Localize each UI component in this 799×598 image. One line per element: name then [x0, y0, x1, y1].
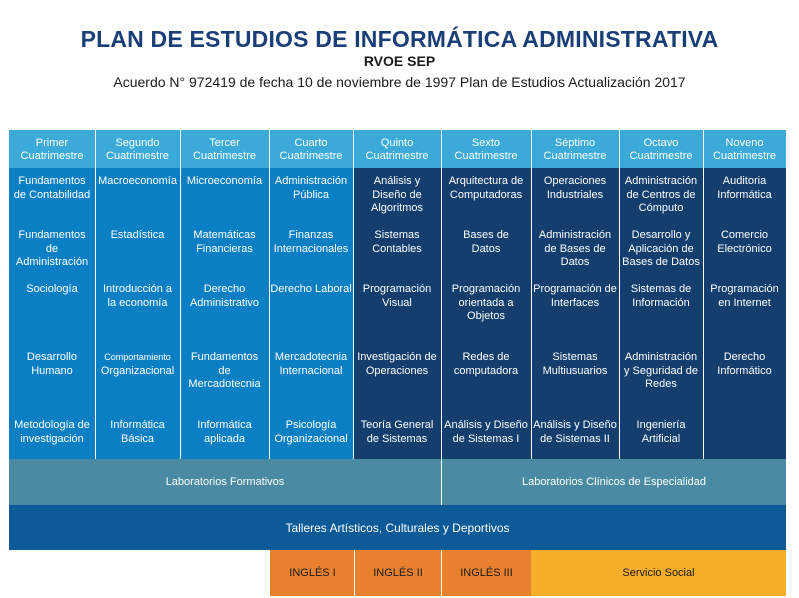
subject-line: Administración — [624, 351, 698, 363]
semester-header — [269, 130, 353, 168]
subject-cell — [354, 283, 440, 310]
semester-header-line: Cuatrimestre — [193, 150, 256, 162]
semester-column — [703, 130, 786, 459]
semester-header — [9, 130, 95, 168]
column-divider — [441, 130, 442, 459]
subject-cell — [181, 283, 268, 310]
semester-column — [531, 130, 619, 459]
subject-line: Programación — [451, 283, 521, 295]
subject-cell — [10, 283, 94, 297]
subject-line: Contables — [372, 242, 422, 255]
subject-line: de Sistemas I — [452, 432, 520, 445]
semester-column — [353, 130, 441, 459]
subject-line: Matemáticas — [193, 229, 256, 241]
subject-line: Informática — [197, 419, 252, 431]
subject-cell — [442, 419, 530, 446]
subject-line: Objetos — [467, 310, 505, 322]
subject-line: Derecho — [203, 283, 246, 295]
subject-cell — [96, 419, 179, 446]
subject-cell — [532, 229, 618, 270]
subject-line: Redes — [645, 378, 677, 390]
subject-line: Arquitectura de — [448, 175, 524, 187]
subject-cell — [270, 175, 352, 202]
semester-header — [619, 130, 703, 168]
subject-line: Electrónico — [717, 242, 772, 255]
plan-subtitle: RVOE SEP — [363, 53, 436, 69]
subject-line: de — [45, 242, 59, 255]
semester-header — [703, 130, 786, 168]
subject-line: Datos — [560, 256, 590, 268]
ingles-3: INGLÉS III — [442, 550, 531, 596]
subject-cell — [704, 351, 785, 378]
subject-line: Industriales — [546, 188, 604, 201]
subject-cell — [96, 351, 179, 378]
subject-line: Diseño de — [372, 188, 422, 201]
subject-line: investigación — [20, 432, 84, 445]
subject-line: Desarrollo — [26, 351, 78, 363]
subject-line: Organizacional — [274, 432, 348, 445]
subject-line: Macroeconomía — [98, 175, 177, 187]
subject-line: Operaciones — [365, 364, 429, 377]
subject-line: de — [218, 364, 231, 377]
subject-line: Visual — [382, 296, 412, 309]
subject-cell — [442, 175, 530, 202]
column-divider — [531, 130, 532, 459]
subject-line: en Internet — [718, 296, 771, 309]
semester-header-line: Séptimo — [554, 137, 596, 149]
subject-line: Derecho — [723, 351, 766, 363]
subject-cell — [354, 419, 440, 446]
semester-header-line: Cuatrimestre — [365, 150, 429, 162]
subject-cell — [704, 283, 785, 310]
subject-line: Estadística — [110, 229, 165, 241]
subject-line: Fundamentos — [18, 175, 86, 187]
subject-cell — [181, 351, 268, 392]
subject-cell — [181, 175, 268, 189]
subject-line: Microeconomía — [186, 175, 263, 187]
column-divider — [703, 130, 704, 459]
column-divider — [353, 130, 354, 459]
subject-line: Programación — [710, 283, 779, 295]
column-divider — [269, 130, 270, 459]
subject-line: Administración — [274, 175, 348, 187]
subject-cell — [704, 229, 785, 256]
subject-line: y Seguridad de — [624, 364, 698, 377]
subject-line: Metodología de — [14, 419, 90, 431]
subject-cell — [270, 229, 352, 256]
subject-line: Sistemas de — [630, 283, 692, 295]
subject-line: Comportamiento — [104, 352, 171, 362]
subject-line: Computadoras — [449, 188, 523, 201]
subject-line: Teoría General — [360, 419, 434, 431]
semester-header — [531, 130, 619, 168]
semester-column — [441, 130, 531, 459]
subject-cell — [354, 175, 440, 216]
subject-cell — [620, 175, 702, 216]
subject-line: Introducción a — [102, 283, 173, 295]
subject-cell — [270, 283, 352, 297]
subject-line: Sistemas — [552, 351, 598, 363]
subject-line: Fundamentos — [18, 229, 86, 241]
subject-line: Informática — [717, 188, 772, 201]
semester-column — [269, 130, 353, 459]
subject-cell — [532, 419, 618, 446]
subject-line: Informático — [717, 364, 772, 377]
semester-header — [353, 130, 441, 168]
subject-line: Cómputo — [638, 202, 684, 214]
subject-line: Programación — [362, 283, 432, 295]
subject-cell — [354, 351, 440, 378]
subject-line: Internacional — [279, 364, 343, 377]
semester-header-line: Cuatrimestre — [279, 150, 343, 162]
subject-line: Información — [632, 296, 690, 309]
subject-line: Aplicación de — [628, 242, 694, 255]
subject-line: Administración — [624, 175, 698, 187]
subject-cell — [442, 351, 530, 378]
servicio-social: Servicio Social — [531, 550, 786, 596]
subject-line: Administración — [538, 229, 612, 241]
subject-line: orientada a — [458, 296, 514, 309]
subject-cell — [704, 175, 785, 202]
subject-cell — [620, 351, 702, 392]
subject-line: Psicología — [285, 419, 337, 431]
subject-cell — [532, 351, 618, 378]
semester-header-line: Cuatrimestre — [106, 150, 169, 162]
semester-header-line: Sexto — [471, 137, 501, 149]
subject-line: aplicada — [204, 432, 245, 445]
curriculum-grid — [9, 130, 786, 459]
subject-line: Datos — [471, 242, 501, 255]
semester-header — [441, 130, 531, 168]
column-divider — [180, 130, 181, 459]
ingles-1: INGLÉS I — [270, 550, 355, 596]
subject-line: Financieras — [196, 242, 253, 255]
column-divider — [95, 130, 96, 459]
subject-line: Derecho Laboral — [270, 283, 352, 295]
semester-header-line: Cuarto — [294, 137, 328, 149]
subject-line: Algoritmos — [371, 202, 423, 214]
subject-line: Desarrollo y — [631, 229, 691, 241]
subject-line: Mercadotecnia — [188, 378, 261, 390]
subject-cell — [181, 229, 268, 256]
subject-line: Finanzas — [288, 229, 334, 241]
subject-cell — [620, 283, 702, 310]
subject-line: Análisis y Diseño — [444, 419, 528, 431]
semester-header-line: Segundo — [115, 137, 160, 149]
subject-cell — [532, 175, 618, 202]
subject-line: Análisis y Diseño — [533, 419, 617, 431]
semester-header — [95, 130, 180, 168]
semester-column — [180, 130, 269, 459]
subject-line: la economía — [107, 296, 168, 309]
subject-cell — [442, 229, 530, 256]
subject-cell — [354, 229, 440, 256]
subject-line: computadora — [453, 364, 519, 377]
semester-header-line: Cuatrimestre — [20, 150, 84, 162]
subject-line: Administración — [15, 256, 89, 268]
semester-header — [180, 130, 269, 168]
subject-cell — [270, 419, 352, 446]
subject-line: Administrativo — [189, 296, 260, 309]
subject-cell — [270, 351, 352, 378]
subject-line: Investigación de — [357, 351, 437, 363]
subject-cell — [96, 229, 179, 243]
labs-clinicos: Laboratorios Clínicos de Especialidad — [442, 459, 786, 505]
semester-header-line: Cuatrimestre — [454, 150, 518, 162]
subject-line: Pública — [292, 188, 330, 201]
subject-cell — [10, 419, 94, 446]
subject-line: Informática — [110, 419, 165, 431]
subject-line: de Sistemas II — [540, 432, 610, 445]
subject-line: Mercadotecnia — [274, 351, 348, 363]
subject-line: de Sistemas — [366, 432, 428, 445]
subject-line: Redes de — [462, 351, 510, 363]
subject-line: de Centros de — [626, 188, 696, 201]
semester-header-line: Quinto — [380, 137, 414, 149]
subject-cell — [442, 283, 530, 324]
subject-line: Básica — [120, 432, 155, 445]
subject-line: de Contabilidad — [13, 188, 91, 201]
subject-cell — [96, 175, 179, 189]
semester-header-line: Tercer — [209, 137, 240, 149]
subject-line: Auditoria — [722, 175, 767, 187]
semester-header-line: Primer — [35, 137, 69, 149]
plan-agreement: Acuerdo N° 972419 de fecha 10 de noviembre de 1997 Plan de Estudios Actualización 2017 — [113, 74, 686, 90]
talleres-row: Talleres Artísticos, Culturales y Deportivos — [9, 505, 786, 550]
subject-line: de Bases de — [544, 242, 606, 255]
subject-cell — [96, 283, 179, 310]
subject-cell — [10, 229, 94, 270]
subject-line: Fundamentos — [190, 351, 259, 363]
semester-column — [9, 130, 95, 459]
subject-line: Bases de Datos — [622, 256, 700, 268]
subject-line: Interfaces — [550, 296, 600, 309]
plan-title: PLAN DE ESTUDIOS DE INFORMÁTICA ADMINISTRATIVA — [80, 26, 719, 52]
semester-header-line: Cuatrimestre — [543, 150, 607, 162]
semester-header-line: Cuatrimestre — [629, 150, 693, 162]
subject-line: Humano — [31, 364, 73, 377]
subject-cell — [620, 419, 702, 446]
subject-line: Programación de — [533, 283, 617, 295]
subject-line: Operaciones — [543, 175, 607, 187]
semester-column — [619, 130, 703, 459]
labs-formativos: Laboratorios Formativos — [9, 459, 441, 505]
subject-line: Ingeniería — [636, 419, 686, 431]
semester-column — [95, 130, 180, 459]
subject-line: Sociología — [26, 283, 78, 295]
subject-cell — [10, 175, 94, 202]
semester-header-line: Noveno — [725, 137, 764, 149]
subject-cell — [620, 229, 702, 270]
subject-line: Internacionales — [273, 242, 349, 255]
subject-cell — [532, 283, 618, 310]
subject-line: Sistemas — [374, 229, 420, 241]
subject-line: Análisis y — [373, 175, 421, 187]
subject-line: Artificial — [641, 432, 681, 445]
ingles-2: INGLÉS II — [355, 550, 441, 596]
subject-line: Comercio — [720, 229, 769, 241]
subject-cell — [10, 351, 94, 378]
column-divider — [619, 130, 620, 459]
semester-header-line: Cuatrimestre — [713, 150, 776, 162]
subject-cell — [181, 419, 268, 446]
subject-line: Multiusuarios — [542, 364, 608, 377]
semester-header-line: Octavo — [643, 137, 679, 149]
subject-line: Organizacional — [100, 364, 175, 377]
subject-line: Bases de — [463, 229, 509, 241]
